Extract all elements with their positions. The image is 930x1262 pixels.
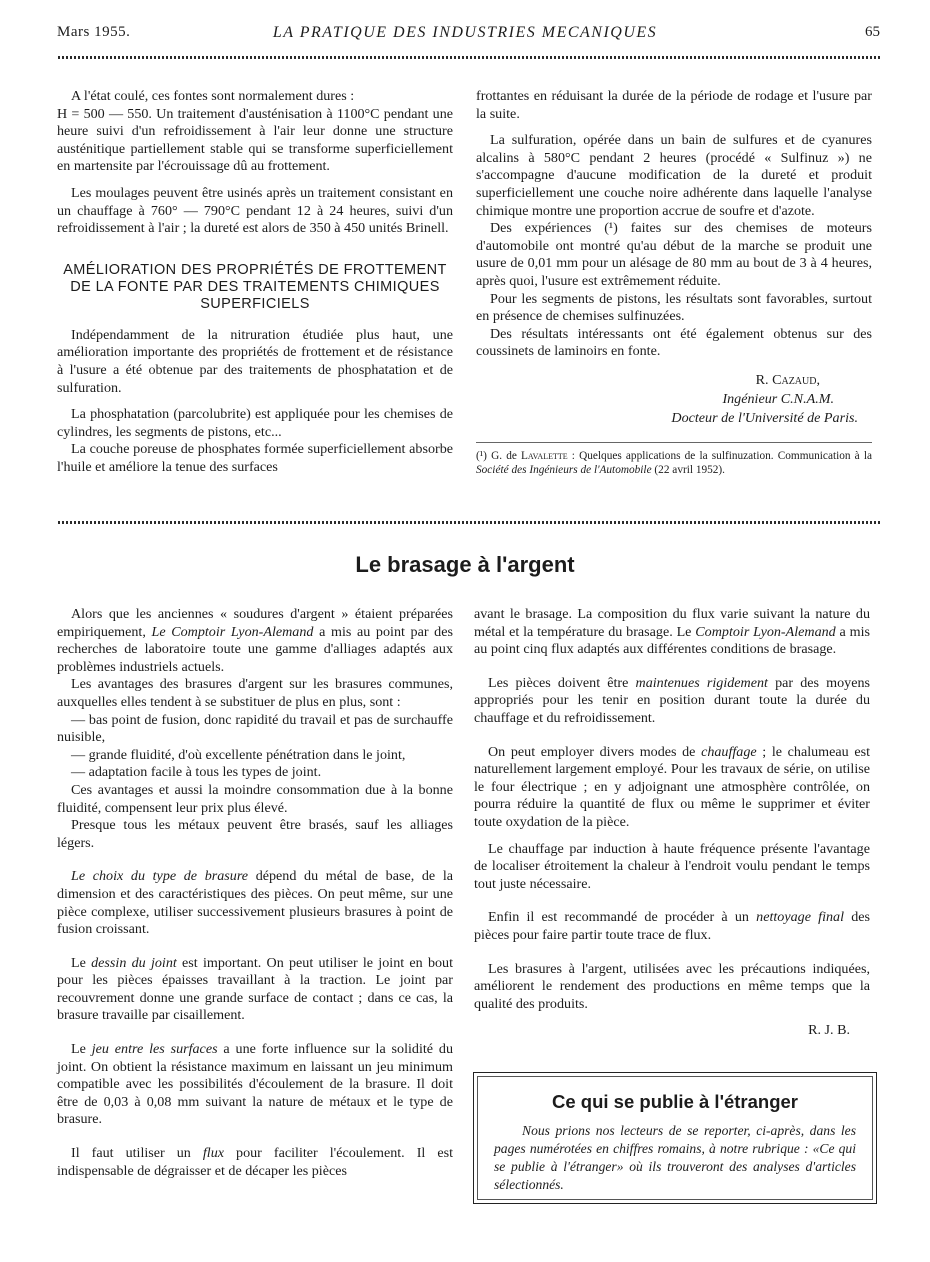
article1-right-column (476, 88, 872, 477)
paragraph: Il faut utiliser un flux pour faciliter l'écoulement. Il est indispensable de dégraisser et de décaper les pièces (57, 1145, 453, 1179)
list-item: — bas point de fusion, donc rapidité du travail et pas de surchauffe nuisible, (57, 711, 453, 746)
article-author: R. J. B. (808, 1022, 850, 1039)
paragraph: Le choix du type de brasure dépend du métal de base, de la dimension et des caractéristiques des pièces. On peut même, sur une pièce complexe, utiliser successivement plusieurs brasures à point de fusion croissant. (57, 868, 453, 938)
paragraph: Pour les segments de pistons, les résultats sont favorables, surtout en présence de chemises sulfinuzées. (476, 290, 872, 325)
paragraph: Les moulages peuvent être usinés après un traitement consistant en un chauffage à 760° — 790°C pendant 12 à 24 heures, suivi d'un refroidissement à l'air ; la dureté est alors de 350 à 450 unités Brinell. (57, 184, 453, 237)
paragraph: H = 500 — 550. Un traitement d'austénisation à 1100°C pendant une heure suivi d'un refroidissement à l'air leur donne une structure austénitique partiellement stable qui se transforme superficiellement en martensite par l'écrouissage dû au frottement. (57, 105, 453, 175)
notice-text: Nous prions nos lecteurs de se reporter, ci-après, dans les pages numérotées en chiffres romains, à notre rubrique : «Ce qui se publie à l'étranger» où ils trouveront des analyses d'articles sélectionnés. (494, 1123, 856, 1192)
signature-block (476, 371, 872, 428)
footnote: (¹) G. de Lavalette : Quelques applications de la sulfinuzation. Communication à la Société des Ingénieurs de l'Automobile (22 avril 1952). (476, 449, 873, 476)
paragraph: La sulfuration, opérée dans un bain de sulfures et de cyanures alcalins à 580°C pendant 2 heures (procédé « Sulfinuz ») ne s'accompagne d'aucune modification de la dureté et produit superficiellement une couche noire adhérente dans laquelle l'analyse chimique montre une proportion accrue de soufre et d'azote. (476, 132, 872, 219)
paragraph: Alors que les anciennes « soudures d'argent » étaient préparées empiriquement, Le Comptoir Lyon-Alemand a mis au point par des recherches de laboratoire toute une gamme d'alliages adaptés aux problèmes industriels actuels. (57, 606, 453, 675)
author-name: R. Cazaud, (755, 371, 820, 388)
issue-date: Mars 1955. (57, 24, 131, 40)
section-divider (58, 521, 881, 524)
author-degree: Docteur de l'Université de Paris. (671, 409, 858, 426)
paragraph: avant le brasage. La composition du flux varie suivant la nature du métal et la température du brasage. Le Comptoir Lyon-Alemand a mis au point cinq flux adaptés aux différentes conditions de brasage. (474, 606, 870, 658)
paragraph: A l'état coulé, ces fontes sont normalement dures : (71, 88, 355, 104)
paragraph: On peut employer divers modes de chauffage ; le chalumeau est naturellement largement employé. Pour les travaux de série, on utilise le four électrique ; en y adjoignant une atmosphère contrôlée, on pourra réduire la quantité de flux ou même le supprimer et éviter toute oxydation de la pièce. (474, 743, 870, 830)
list-item: — grande fluidité, d'où excellente pénétration dans le joint, (71, 746, 406, 763)
page-number: 65 (865, 24, 880, 40)
paragraph: Presque tous les métaux peuvent être brasés, sauf les alliages légers. (57, 817, 453, 851)
section-heading: AMÉLIORATION DES PROPRIÉTÉS DE FROTTEMENT DE LA FONTE PAR DES TRAITEMENTS CHIMIQUES SUPERFICIELS (63, 261, 447, 312)
notice-box (473, 1072, 877, 1204)
paragraph: Des expériences (¹) faites sur des chemises de moteurs d'automobile ont montré qu'au début de la marche se produit une usure de 0,01 mm pour un alésage de 80 mm au bout de 3 à 4 heures, après quoi, l'usure est extrêmement réduite. (476, 220, 872, 289)
paragraph: Ces avantages et aussi la moindre consommation due à la bonne fluidité, compensent leur prix plus élevé. (57, 781, 453, 816)
paragraph: Enfin il est recommandé de procéder à un nettoyage final des pièces pour faire partir toute trace de flux. (474, 909, 871, 943)
notice-box-inner (477, 1076, 873, 1200)
author-title: Ingénieur C.N.A.M. (722, 390, 834, 407)
paragraph: La couche poreuse de phosphates formée superficiellement absorbe l'huile et améliore la tenue des surfaces (57, 441, 453, 475)
header-divider (58, 56, 881, 59)
paragraph: Les avantages des brasures d'argent sur les brasures communes, auxquelles elles tendent à se substituer de plus en plus, sont : (57, 676, 453, 710)
paragraph: Indépendamment de la nitruration étudiée plus haut, une amélioration importante des propriétés de frottement et de résistance à l'usure a été obtenue par des traitements de phosphatation et de sulfuration. (57, 326, 453, 396)
article2-right-column (474, 606, 870, 1040)
article1-left-column (57, 88, 453, 477)
paragraph: Les brasures à l'argent, utilisées avec les précautions indiquées, améliorent le rendement des productions en même temps que la qualité des produits. (474, 960, 870, 1012)
paragraph: Des résultats intéressants ont été également obtenus sur des coussinets de laminoirs en fonte. (476, 325, 872, 360)
journal-title: LA PRATIQUE DES INDUSTRIES MECANIQUES (272, 24, 658, 41)
paragraph: Le dessin du joint est important. On peut utiliser le joint en bout pour les pièces épaisses travaillant à la traction. Le joint par recouvrement donne une grande surface de contact ; dans ce cas, la brasure travaille par cisaillement. (57, 954, 454, 1024)
paragraph: Le chauffage par induction à haute fréquence présente l'avantage de localiser étroitement la chaleur à l'endroit voulu pendant le temps tout juste nécessaire. (474, 840, 870, 892)
paragraph: Les pièces doivent être maintenues rigidement par des moyens appropriés pour les tenir en position durant toute la durée du chauffage et du refroidissement. (474, 674, 870, 726)
paragraph: frottantes en réduisant la durée de la période de rodage et l'usure par la suite. (476, 88, 872, 122)
footnote-rule (476, 442, 872, 443)
article-title: Le brasage à l'argent (355, 552, 575, 577)
article2-left-column (57, 606, 453, 1180)
list-item: — adaptation facile à tous les types de joint. (71, 764, 322, 781)
paragraph: La phosphatation (parcolubrite) est appliquée pour les chemises de cylindres, les segments de pistons, etc... (57, 406, 453, 440)
notice-title: Ce qui se publie à l'étranger (552, 1091, 798, 1112)
paragraph: Le jeu entre les surfaces a une forte influence sur la solidité du joint. On obtient la résistance maximum en laissant un jeu minimum compatible avec les possibilités d'écoulement de la brasure. Il doit être de 0,03 à 0,08 mm suivant la nature de métaux et le type de brasure. (57, 1041, 453, 1128)
